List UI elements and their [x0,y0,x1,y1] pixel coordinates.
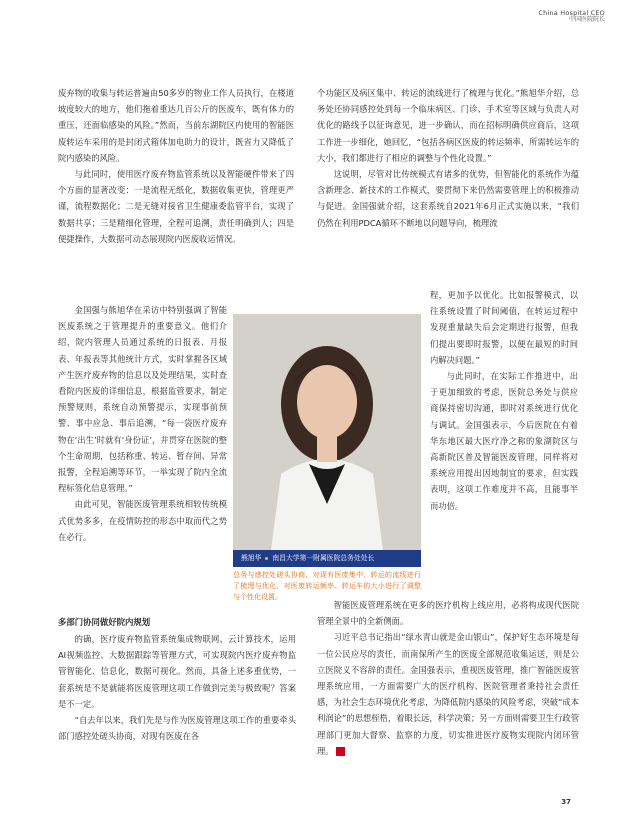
end-mark-icon: E [336,747,345,756]
magazine-header [538,10,605,24]
portrait-photo [233,314,421,550]
right-column-middle [430,287,578,514]
paragraph: 个功能区及病区集中、转运的流线进行了梳理与优化。”熊旭华介绍，总务处还协同感控处到每一个临床病区、门诊、手术室等区域与负责人对优化的路线予以征询意见，进一步确认，而在招标明确供应商后，这项工作进一步细化，她回忆，“包括各病区医废的转运频率，所需转运车的大小，我们都进行了相应的调整与个性化设置。” [317,88,579,163]
separator-dot [265,557,268,560]
left-column-bottom [58,614,296,744]
left-column-middle [58,302,227,545]
paragraph: 由此可见，智能医废管理系统相较传统模式优势多多，在疫情防控的形态中取而代之势在必行。 [58,499,227,542]
paragraph: 的确，医疗废弃物监管系统集成物联网、云计算技术，运用AI视频监控、大数据跟踪等管理方式，可实现院内医疗废弃物监管智能化、信息化，数据可视化。然而，具备上述多重优势，一套系统是不是就能将医废管理这项工作做到完美与极致呢？答案是不一定。 [58,634,296,709]
photo-caption [233,550,421,567]
left-column-top [58,85,294,247]
portrait-illustration [233,314,421,550]
person-title: 南昌大学第一附属医院总务处处长 [272,554,375,562]
right-column-top [317,85,579,231]
paragraph [317,629,579,759]
magazine-title-chinese: 中国医院院长 [568,16,605,24]
paragraph: “自去年以来，我们先是与作为医废管理这项工作的重要牵头部门感控处磋头协商，对现有医废在各 [58,715,296,742]
paragraph: 智能医废管理系统在更多的医疗机构上线应用，必将构成现代医院管理全景中的全新侧面。 [317,600,579,627]
paragraph: 与此同时，在实际工作推进中，出于更加细致的考虑，医院总务处与供应商保持密切沟通，即时对系统进行优化与调试。金国强表示，今后医院在有着华东地区最大医疗净之称的象湖院区与高新院区普及智能医废管理，同样将对系统应用提出因地制宜的要求，但实践表明，这项工作难度并不高，且能事半而功倍。 [430,371,578,511]
paragraph: 金国强与熊旭华在采访中特别强调了智能医废系统之于管理提升的重要意义。他们介绍，院内管理人员通过系统的日报表、月报表、年报表等其他统计方式，实时掌握各区域产生医疗废弃物的信息以及处理结果，实时查看院内医废的详细信息，根据监管要求，制定预警规则，系统自动预警提示，实现事前预警、事中应急、事后追溯，“每一袋医疗废弃物在‘出生’时就有‘身份证’，并贯穿在医院的整个生命周期，包括称重、转运、暂存间、异常报警，全程追溯等环节，一举实现了院内全流程标签化信息管理。” [58,305,227,494]
paragraph: 废弃物的收集与转运普遍由50多岁的物业工作人员执行，在楼道坡度较大的地方，他们拖着重达几百公斤的医废车，既有体力的重压，还面临感染的风险。”然而，当前东湖院区内使用的智能医废转运车采用的是封闭式箱体加电助力的设计，既省力又降低了院内感染的风险。 [58,88,294,163]
person-name: 熊旭华 [241,554,262,562]
paragraph: 这说明，尽管对比传统模式有诸多的优势，但智能化的系统作为蕴含新理念、新技术的工作模式，要贯彻下来仍然需要管理上的积极推动与促进。金国强就介绍，这套系统自2021年6月正式实施以来，“我们仍然在利用PDCA循环不断地以问题导向，梳理流 [317,169,579,228]
paragraph: 程，更加予以优化。比如报警模式，以往系统设置了时间阈值，在转运过程中发现重量缺失后会定期进行报警，但我们提出要即时报警，以便在最短的时间内解决问题。” [430,290,578,365]
paragraph-text: 习近平总书记指出“绿水青山就是金山银山”，保护好生态环境是每一位公民应尽的责任，而南保所产生的医废全部规范收集运送，则是公立医院义不容辞的责任。金国强表示，重视医废管理，推广智能医废管理系统应用，一方面需要广大的医疗机构、医院管理者秉持社会责任感，为社会生态环境优化考虑，为降低院内感染的风险考虑，突破“成本利润论”的思想桎梏，着眼长远，科学决策；另一方面则需要卫生行政管理部门更加大督察、监察的力度，切实推进医疗废物实现院内闭环管理。 [317,632,579,756]
right-column-bottom [317,597,579,759]
magazine-title-english: China Hospital CEO [538,9,605,17]
page-number: 37 [561,798,571,806]
photo-pull-quote: 总务与感控处磋头协商，对现有医废集中、转运的流线进行了梳理与优化，对医废转运频率、转运车的大小进行了调整与个性化设置。 [233,571,421,601]
section-heading: 多部门协同做好院内规划 [58,617,151,627]
paragraph: 与此同时，使用医疗废弃物监管系统以及智能硬件带来了四个方面的显著改变：一是流程无纸化，数据收集更快，管理更严谨，流程数据化；二是无缝对接省卫生健康委监管平台，实现了数据共享；三是精细化管理，全程可追溯，责任明确到人；四是便捷操作，大数据可动态展现院内医废收运情况。 [58,169,294,244]
